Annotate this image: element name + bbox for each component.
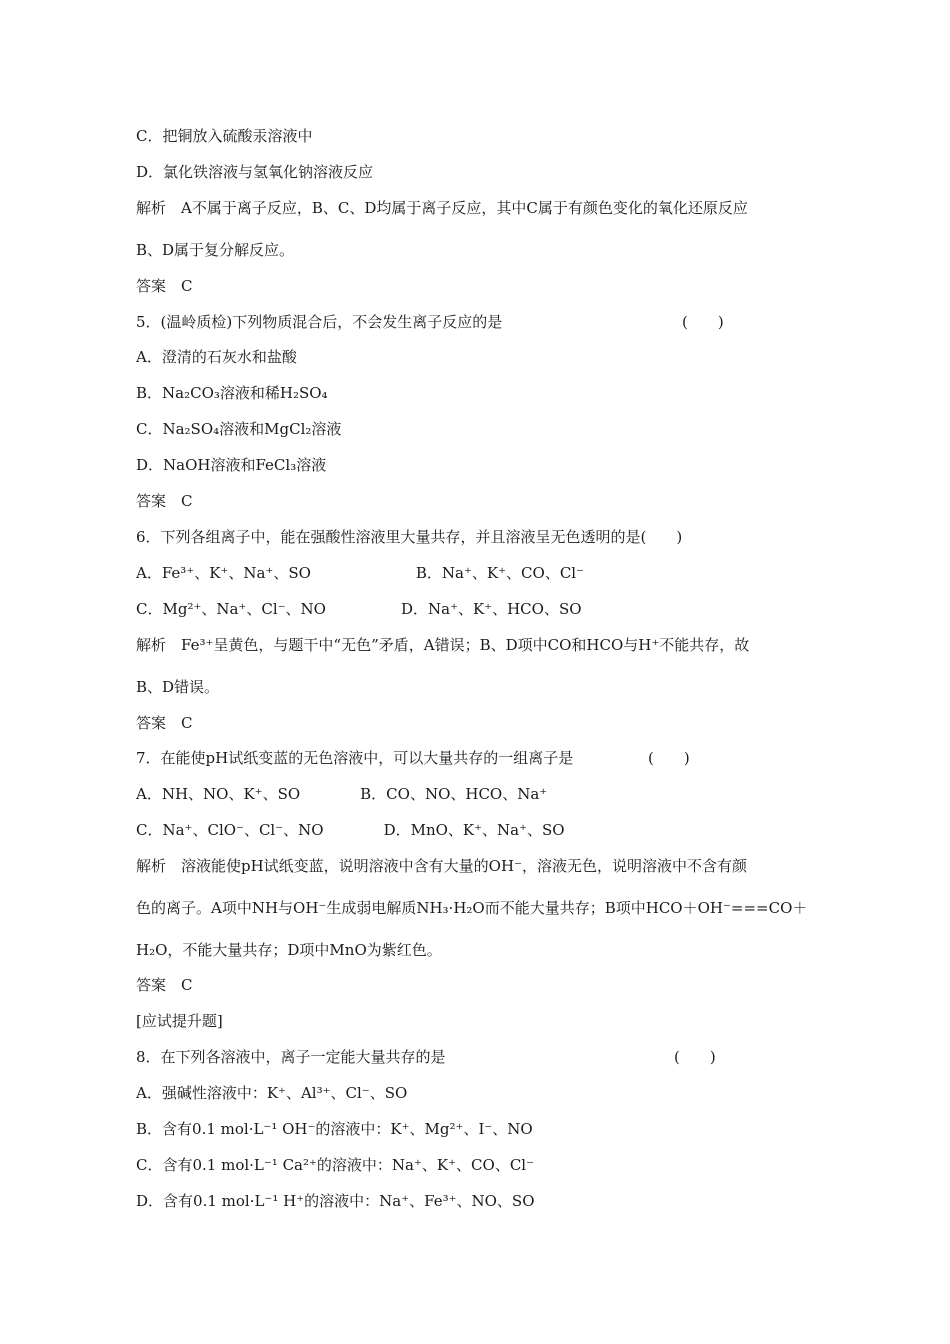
text-line: 答案 C [136, 714, 193, 732]
answer-blank: ( ) [682, 313, 724, 331]
section-heading: [应试提升题] [136, 1012, 223, 1030]
answer-blank: ( ) [648, 749, 690, 767]
text-line: B、D错误。 [136, 678, 220, 696]
text-line: B、D属于复分解反应。 [136, 241, 295, 259]
text-line: C．含有0.1 mol·L⁻¹ Ca²⁺的溶液中：Na⁺、K⁺、CO、Cl⁻ [136, 1156, 535, 1174]
text-line: 解析 Fe³⁺呈黄色，与题干中“无色”矛盾，A错误；B、D项中CO和HCO与H⁺不能共存，故 [136, 636, 750, 654]
text-line: A．NH、NO、K⁺、SO B．CO、NO、HCO、Na⁺ [136, 785, 548, 803]
text-line: 解析 A不属于离子反应，B、C、D均属于离子反应，其中C属于有颜色变化的氧化还原反应 [136, 199, 748, 217]
text-line: A．Fe³⁺、K⁺、Na⁺、SO B．Na⁺、K⁺、CO、Cl⁻ [136, 564, 585, 582]
text-line: B．Na₂CO₃溶液和稀H₂SO₄ [136, 384, 328, 402]
question-8-stem: 8．在下列各溶液中，离子一定能大量共存的是 [136, 1048, 446, 1066]
question-5-stem: 5．(温岭质检)下列物质混合后，不会发生离子反应的是 [136, 313, 503, 331]
text-line: B．含有0.1 mol·L⁻¹ OH⁻的溶液中：K⁺、Mg²⁺、I⁻、NO [136, 1120, 533, 1138]
text-line: D．氯化铁溶液与氢氧化钠溶液反应 [136, 163, 374, 181]
text-line: C．Mg²⁺、Na⁺、Cl⁻、NO D．Na⁺、K⁺、HCO、SO [136, 600, 582, 618]
text-line: 答案 C [136, 976, 193, 994]
question-6-stem: 6．下列各组离子中，能在强酸性溶液里大量共存，并且溶液呈无色透明的是( ) [136, 528, 683, 546]
text-line: D．NaOH溶液和FeCl₃溶液 [136, 456, 327, 474]
text-line: 答案 C [136, 492, 193, 510]
text-line: 答案 C [136, 277, 193, 295]
answer-blank: ( ) [674, 1048, 716, 1066]
text-line: A．强碱性溶液中：K⁺、Al³⁺、Cl⁻、SO [136, 1084, 408, 1102]
text-line: 解析 溶液能使pH试纸变蓝，说明溶液中含有大量的OH⁻，溶液无色，说明溶液中不含有颜 [136, 857, 747, 875]
text-line: H₂O，不能大量共存；D项中MnO为紫红色。 [136, 941, 442, 959]
question-7-stem: 7．在能使pH试纸变蓝的无色溶液中，可以大量共存的一组离子是 [136, 749, 574, 767]
text-line: C．Na₂SO₄溶液和MgCl₂溶液 [136, 420, 342, 438]
text-line: 色的离子。A项中NH与OH⁻生成弱电解质NH₃·H₂O而不能大量共存；B项中HCO＋OH⁻===CO＋ [136, 899, 808, 917]
text-line: D．含有0.1 mol·L⁻¹ H⁺的溶液中：Na⁺、Fe³⁺、NO、SO [136, 1192, 535, 1210]
text-line: C．把铜放入硫酸汞溶液中 [136, 127, 313, 145]
text-line: C．Na⁺、ClO⁻、Cl⁻、NO D．MnO、K⁺、Na⁺、SO [136, 821, 565, 839]
text-line: A．澄清的石灰水和盐酸 [136, 348, 297, 366]
